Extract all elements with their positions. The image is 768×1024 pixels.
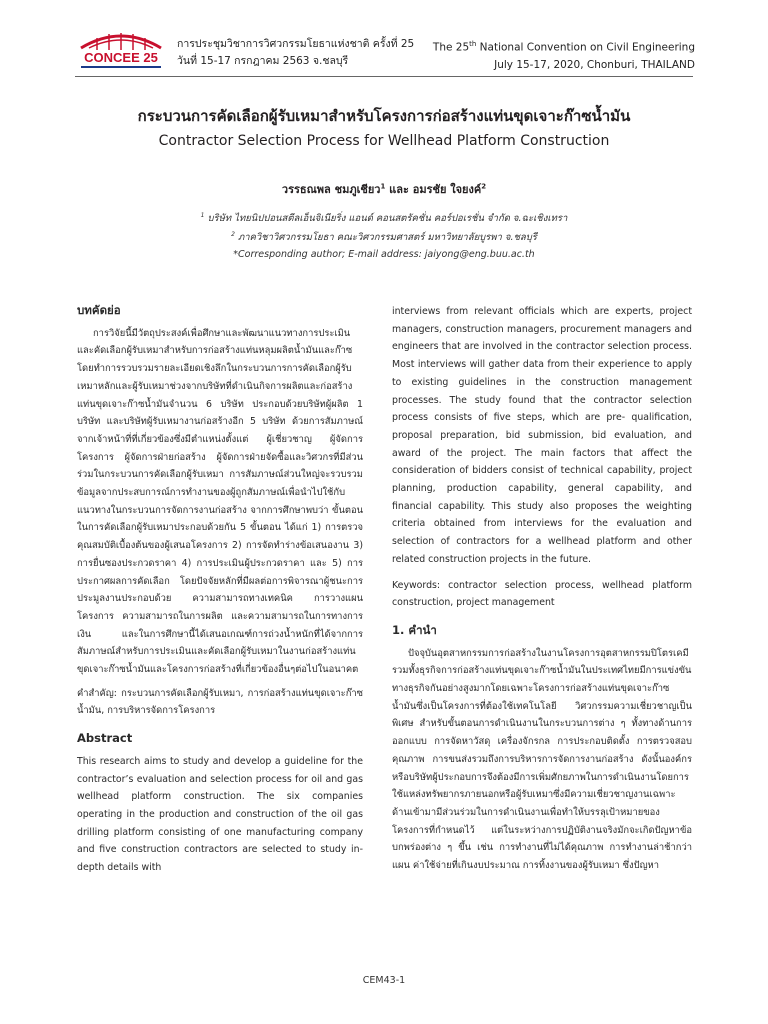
paper-title-thai: กระบวนการคัดเลือกผู้รับเหมาสำหรับโครงการก่อสร้างแท่นขุดเจาะก๊าซน้ำมัน (137, 107, 631, 125)
header-divider (75, 76, 693, 77)
keywords-english: Keywords: contractor selection process, wellhead platform construction, project management (392, 579, 692, 609)
header-english-line2: July 15-17, 2020, Chonburi, THAILAND (494, 58, 695, 71)
page-header (75, 28, 695, 72)
affiliation-1: $^1$ บริษัท ไทยนิปปอนสตีลเอ็นจิเนียริ่ง แอนด์ คอนสตรัคชั่น คอร์ปอเรชั่น จำกัด จ.ฉะเชิงเทรา (200, 211, 568, 224)
page-number: CEM43-1 (362, 975, 406, 986)
header-thai (177, 36, 414, 70)
intro-heading: 1. คำนำ (392, 622, 437, 637)
abstract-thai-body: การวิจัยนี้มีวัตถุประสงค์เพื่อศึกษาและพัฒนาแนวทางการประเมินและคัดเลือกผู้รับเหมาสำหรับการก่อสร้างแท่นหลุมผลิตน้ำมันและก๊าซโดยทำการรวบรวมรายละเอียดเชิงลึกในกระบวนการการคัดเลือกผู้รับเหมาหลักและผู้รับเหมาช่วงจากบริษัทที่ดำเนินกิจการผลิตและก่อสร้างแท่นขุดเจาะก๊าซน้ำมันจำนวน 6 บริษัท ประกอบด้วยบริษัทผู้ผลิต 1 บริษัท และบริษัทผู้รับเหมางานก่อสร้างอีก 5 บริษัท ด้วยการสัมภาษณ์จากเจ้าหน้าที่ที่เกี่ยวข้องซึ่งมีตำแหน่งตั้งแต่ ผู้เชี่ยวชาญ ผู้จัดการโครงการ ผู้จัดการฝ่ายก่อสร้าง ผู้จัดการฝ่ายจัดซื้อและวิศวกรที่มีส่วนร่วมในกระบวนการคัดเลือกผู้รับเหมา การสัมภาษณ์ส่วนใหญ่จะรวบรวมข้อมูลจากประสบการณ์การทำงานของผู้ถูกสัมภาษณ์เพื่อนำไปใช้กับแนวทางในกระบวนการจัดการงานก่อสร้าง จากการศึกษาพบว่า ขั้นตอนในการคัดเลือกผู้รับเหมาประกอบด้วยกัน 5 ขั้นตอน ได้แก่ 1) การตรวจคุณสมบัติเบื้องต้นของผู้เสนอโครงการ 2) การจัดทำร่างข้อเสนองาน 3) การยื่นซองประกวดราคา 4) การประเมินผู้ประกวดราคา และ 5) การประกาศผลการคัดเลือก โดยปัจจัยหลักที่มีผลต่อการพิจารณาผู้ชนะการประมูลงานประกอบด้วย ความสามารถทางเทคนิค การวางแผนโครงการ ความสามารถในการผลิต และความสามารถในการทางการเงิน และในการศึกษานี้ได้เสนอเกณฑ์การถ่วงน้ำหนักที่ได้จากการสัมภาษณ์สำหรับการประเมินและคัดเลือกผู้รับเหมาในงานก่อสร้างแท่นขุดเจาะก๊าซน้ำมันและโครงการก่อสร้างที่เกี่ยวข้องอื่นๆต่อไปในอนาคต (77, 327, 363, 676)
conference-logo (75, 28, 167, 72)
abstract-english-heading: Abstract (77, 731, 133, 746)
author-list: วรรธณพล ชมภูเชียว$^1$ และ อมรชัย ใจยงค์$^2$ (281, 182, 487, 196)
affiliation-2: $^2$ ภาควิชาวิศวกรรมโยธา คณะวิศวกรรมศาสตร์ มหาวิทยาลัยบูรพา จ.ชลบุรี (231, 230, 537, 243)
logo-text: CONCEE 25 (84, 50, 158, 65)
paper-title-english: Contractor Selection Process for Wellhead Platform Construction (158, 133, 610, 149)
author-1: วรรธณพล ชมภูเชียว (281, 183, 381, 196)
intro-body: ปัจจุบันอุตสาหกรรมการก่อสร้างในงานโครงการอุตสาหกรรมปิโตรเคมีรวมทั้งธุรกิจการก่อสร้างแท่นขุดเจาะก๊าซน้ำมันในประเทศไทยมีการแข่งขันทางธุรกิจกันอย่างสูงมากโดยเฉพาะโครงการก่อสร้างแท่นขุดเจาะก๊าซน้ำมันซึ่งเป็นโครงการที่ต้องใช้เทคโนโลยี วิศวกรรมความเชี่ยวชาญเป็นพิเศษ สำหรับขั้นตอนการดำเนินงานในกระบวนการต่าง ๆ ทั้งทางด้านการออกแบบ การจัดหาวัสดุ เครื่องจักรกล การประกอบติดตั้ง การตรวจสอบคุณภาพ การขนส่งรวมถึงการบริหารการจัดการงานก่อสร้าง ดังนั้นองค์กรหรือบริษัทผู้ประกอบการจึงต้องมีการเพิ่มศักยภาพในการดำเนินงานโดยการใช้แหล่งทรัพยากรภายนอกหรือผู้รับเหมาซึ่งมีความเชี่ยวชาญงานเฉพาะด้านเข้ามามีส่วนร่วมในการดำเนินงานเพื่อทำให้บรรลุเป้าหมายของโครงการที่กำหนดไว้ แต่ในระหว่างการปฏิบัติงานจริงมักจะเกิดปัญหาข้อบกพร่องต่าง ๆ ขึ้น เช่น การทำงานที่ไม่ได้คุณภาพ การทำงานล่าช้ากว่าแผน ค่าใช้จ่ายที่เกินงบประมาณ การทิ้งงานของผู้รับเหมา ซึ่งปัญหา (392, 647, 692, 872)
right-column (392, 303, 692, 875)
header-thai-line1: การประชุมวิชาการวิศวกรรมโยธาแห่งชาติ ครั้งที่ 25 (177, 38, 415, 50)
header-english-line1: The 25th National Convention on Civil Engineering (432, 40, 695, 54)
corresponding-author: *Corresponding author; E-mail address: jaiyong@eng.buu.ac.th (233, 249, 535, 260)
left-column (77, 302, 363, 877)
header-thai-line2: วันที่ 15-17 กรกฎาคม 2563 จ.ชลบุรี (177, 55, 349, 67)
abstract-english-body-left: This research aims to study and develop a guideline for the contractor’s evaluation and selection process for oil and gas wellhead platform construction. The six companies operating in the production and construction of the oil gas drilling platform consisting of one manufacturing company and five construction contractors are selected to study in- depth details with (77, 755, 363, 874)
author-2: อมรชัย ใจยงค์ (412, 183, 482, 196)
header-english (433, 36, 695, 74)
abstract-english-body-right: interviews from relevant officials which are experts, project managers, construction managers, procurement managers and engineers that are involved in the contractor selection process. Most interviews will gather data from their experience to apply to existing guidelines in the construction management processes. The study found that the contractor selection process consists of five steps, which are pre- qualification, proposal preparation, bid submission, bid evaluation, and award of the project. The main factors that affect the consideration of bidders consist of technical capability, project planning, production capability, general capability, and financial capability. This study also proposes the weighting criteria obtained from interviews for the evaluation and selection of contractors for a wellhead platform and other related construction projects in the future. (392, 306, 692, 565)
keywords-thai: คำสำคัญ: กระบวนการคัดเลือกผู้รับเหมา, การก่อสร้างแท่นขุดเจาะก๊าซน้ำมัน, การบริหารจัดการโครงการ (77, 687, 363, 717)
abstract-thai-heading: บทคัดย่อ (77, 303, 121, 317)
